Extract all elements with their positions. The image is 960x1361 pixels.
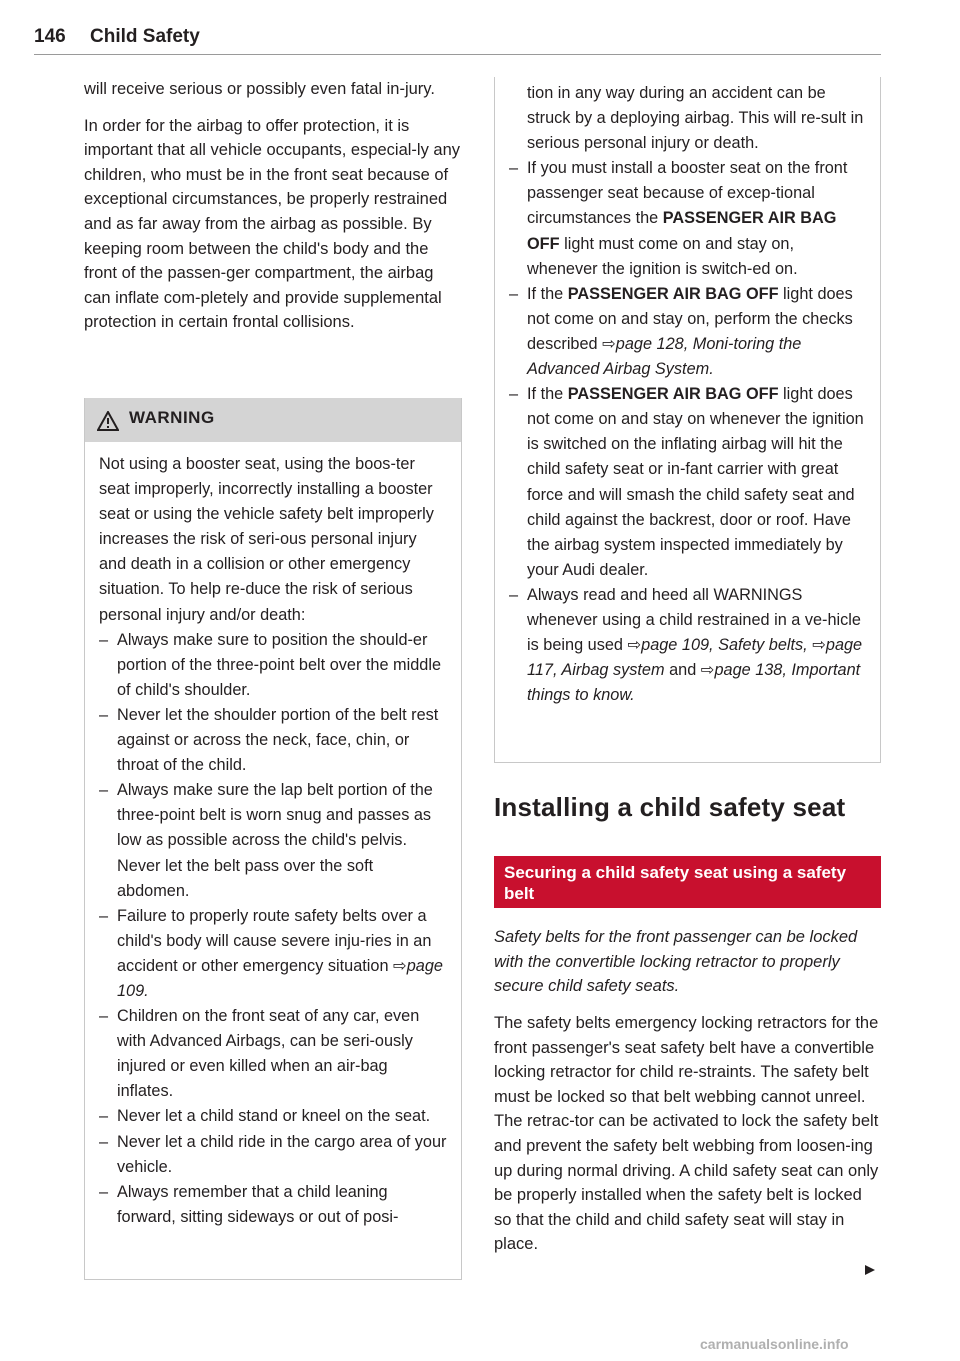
list-item: – Never let a child stand or kneel on the seat. xyxy=(99,1104,447,1129)
warning-continued-box xyxy=(494,77,881,763)
item-text: light does not come on and stay on whenever the ignition is switched on the inflating airbag will hit the child safety seat or in-fant carrier with great force and will smash the child safety seat and child against the backrest, door or roof. Have the airbag system inspected immediately by your Audi dealer. xyxy=(527,385,864,579)
item-text: Always read and heed all WARNINGS whenever using a child restrained in a ve-hicle is being used xyxy=(527,585,861,655)
intro-paragraph: Safety belts for the front passenger can be locked with the convertible locking retractor to properly secure child safety seats. xyxy=(494,928,858,996)
list-item: – Children on the front seat of any car, even with Advanced Airbags, can be seri-ously injured or even killed when an air-bag inflates. xyxy=(99,1004,447,1104)
paragraph: In order for the airbag to offer protection, it is important that all vehicle occupants, especial-ly any children, who must be in the front seat because of exceptional circumstances, be properly restrained and as far away from the airbag as possible. By keeping room between the child's body and the front of the passen-ger compartment, the airbag can inflate com-pletely and provide supplemental protection in certain frontal collisions. xyxy=(84,116,461,332)
page-reference-link[interactable]: page 117, Airbag system xyxy=(527,636,863,680)
item-text: light must come on and stay on, whenever the ignition is switch-ed on. xyxy=(527,234,798,278)
list-item: – Always make sure the lap belt portion of the three-point belt is worn snug and passes as low as possible across the child's pelvis. Never let the belt pass over the soft abdomen. xyxy=(99,778,447,903)
list-item xyxy=(509,583,866,708)
indicator-label: PASSENGER AIR BAG OFF xyxy=(527,209,837,253)
item-text: If the xyxy=(527,284,564,303)
list-item: – Always make sure to position the should-er portion of the three-point belt over the middle of child's shoulder. xyxy=(99,628,447,703)
warning-intro: Not using a booster seat, using the boos-ter seat improperly, incorrectly installing a booster seat or using the vehicle safety belt improperly increases the risk of seri-ous personal injury and death in a collision or other emergency situation. To help re-duce the risk of serious personal injury and/or death: xyxy=(99,455,434,624)
paragraph: will receive serious or possibly even fatal in-jury. xyxy=(84,80,435,98)
warning-box xyxy=(84,398,462,1280)
page-reference-link[interactable]: page 128, Moni-toring the Advanced Airbag System. xyxy=(527,334,802,379)
item-text: Failure to properly route safety belts over a child's body will cause severe inju-ries in an accident or other emergency situation xyxy=(117,906,432,975)
warning-header xyxy=(85,398,461,442)
section-heading: Installing a child safety seat xyxy=(494,792,846,822)
list-item xyxy=(99,904,447,1004)
warning-body xyxy=(85,442,461,1230)
arrow-ref-icon: ⇨ xyxy=(700,661,715,680)
warning-triangle-icon xyxy=(97,411,119,431)
page-reference-link[interactable]: page 109, Safety belts, xyxy=(641,636,808,655)
arrow-ref-icon: ⇨ xyxy=(812,636,826,655)
footer-watermark: carmanualsonline.info xyxy=(700,1336,849,1352)
list-item: – Never let the shoulder portion of the belt rest against or across the neck, face, chin, or throat of the child. xyxy=(99,703,447,778)
warning-list-continued xyxy=(509,156,866,708)
list-item xyxy=(509,382,866,583)
indicator-label: PASSENGER AIR BAG OFF xyxy=(567,385,779,404)
list-item: – Always remember that a child leaning forward, sitting sideways or out of posi- xyxy=(99,1180,447,1230)
warning-title: WARNING xyxy=(129,408,215,427)
item-text: and xyxy=(669,661,697,680)
warning-continued-text: tion in any way during an accident can be struck by a deploying airbag. This will re-sult in serious personal injury or death. xyxy=(527,84,864,153)
subsection-heading: Securing a child safety seat using a safety belt xyxy=(494,856,881,908)
list-item: – Never let a child ride in the cargo area of your vehicle. xyxy=(99,1130,447,1180)
indicator-label: PASSENGER AIR BAG OFF xyxy=(567,284,779,303)
list-item xyxy=(509,282,866,382)
left-column-text xyxy=(84,77,462,347)
item-text: If the xyxy=(527,385,564,404)
page-header xyxy=(34,24,881,55)
list-item xyxy=(509,156,866,281)
arrow-ref-icon: ⇨ xyxy=(627,636,642,655)
warning-list xyxy=(99,628,447,1230)
item-text: light does not come on and stay on, perform the checks described xyxy=(527,284,853,353)
body-paragraph: The safety belts emergency locking retractors for the front passenger's seat safety belt have a convertible locking retractor for child re-straints. The safety belt must be locked so that belt webbing cannot unreel. The retrac-tor can be activated to lock the safety belt and prevent the safety belt webbing from loosen-ing up during normal driving. A child safety seat can only be properly installed when the safety belt is locked so that the child and child safety seat will stay in place. xyxy=(494,1014,879,1254)
item-text: If you must install a booster seat on the front passenger seat because of excep-tional circumstances the xyxy=(527,159,848,228)
page-reference-link[interactable]: page 138, Important things to know. xyxy=(527,661,861,705)
arrow-ref-icon: ⇨ xyxy=(393,956,407,975)
page-reference-link[interactable]: page 109. xyxy=(117,956,443,1000)
page-number: 146 xyxy=(34,26,66,47)
section-title: Child Safety xyxy=(90,26,200,47)
continue-arrow-icon xyxy=(863,1263,877,1277)
arrow-ref-icon: ⇨ xyxy=(602,334,616,353)
